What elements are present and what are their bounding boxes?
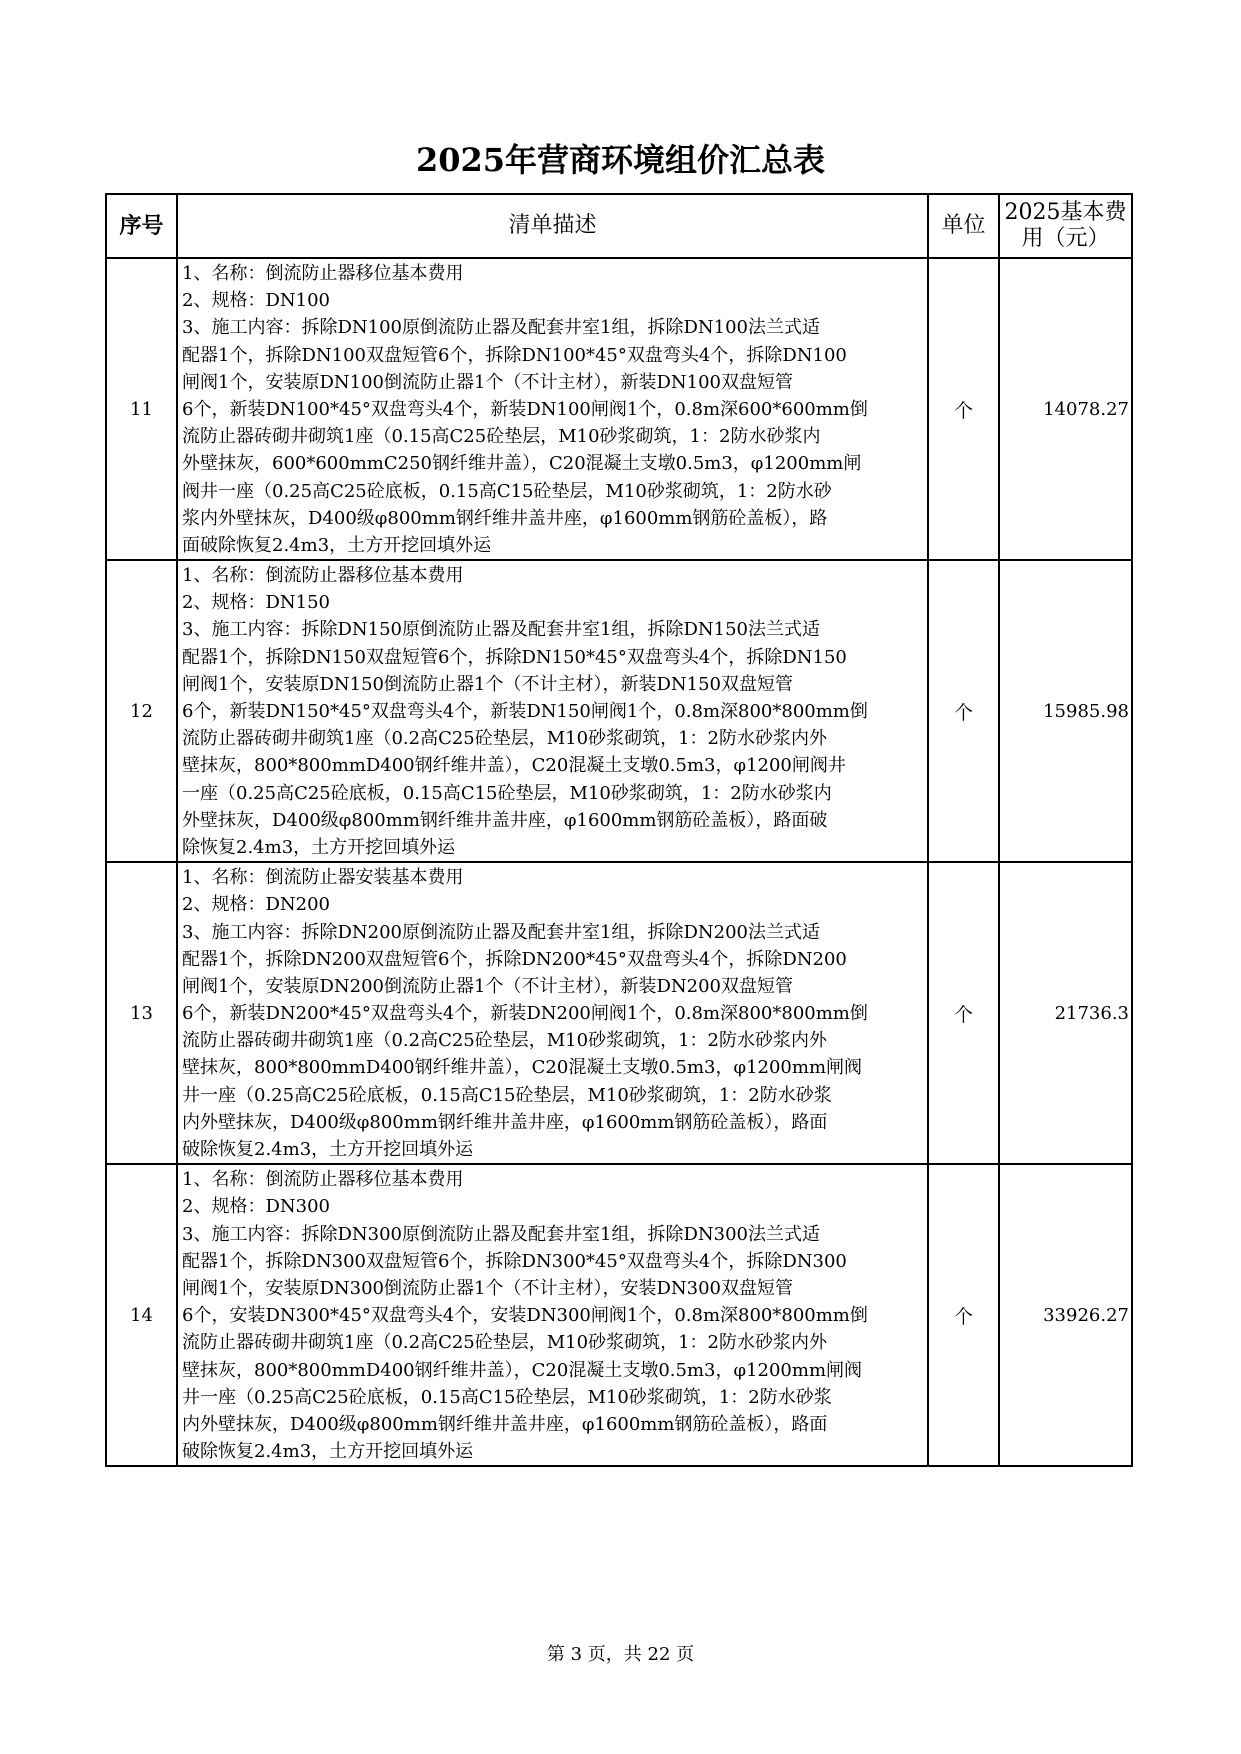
row-unit: 个 xyxy=(928,1164,999,1466)
description-line: 流防止器砖砌井砌筑1座（0.2高C25砼垫层，M10砂浆砌筑，1：2防水砂浆内外 xyxy=(182,728,827,750)
description-line: 一座（0.25高C25砼底板，0.15高C15砼垫层，M10砂浆砌筑，1：2防水砂浆内 xyxy=(182,782,832,804)
description-line: 1、名称：倒流防止器移位基本费用 xyxy=(182,565,464,587)
description-line: 6个，安装DN300*45°双盘弯头4个，安装DN300闸阀1个，0.8m深800*800mm倒 xyxy=(182,1305,868,1327)
row-index: 13 xyxy=(106,862,177,1164)
description-line: 流防止器砖砌井砌筑1座（0.15高C25砼垫层，M10砂浆砌筑，1：2防水砂浆内 xyxy=(182,426,821,448)
description-line: 1、名称：倒流防止器移位基本费用 xyxy=(182,263,464,284)
description-line: 1、名称：倒流防止器移位基本费用 xyxy=(182,1169,464,1191)
description-line: 6个，新装DN150*45°双盘弯头4个，新装DN150闸阀1个，0.8m深800*800mm倒 xyxy=(182,701,868,722)
description-line: 壁抹灰，800*800mmD400钢纤维井盖），C20混凝土支墩0.5m3，φ1200闸阀井 xyxy=(182,755,846,777)
row-index: 11 xyxy=(106,258,177,560)
row-unit: 个 xyxy=(928,258,999,560)
table-row xyxy=(106,1164,1132,1466)
row-description xyxy=(177,1164,928,1466)
description-line: 浆内外壁抹灰，D400级φ800mm钢纤维井盖井座，φ1600mm钢筋砼盖板），路 xyxy=(182,507,828,529)
description-line: 面破除恢复2.4m3，土方开挖回填外运 xyxy=(182,534,492,556)
description-line: 流防止器砖砌井砌筑1座（0.2高C25砼垫层，M10砂浆砌筑，1：2防水砂浆内外 xyxy=(182,1332,827,1354)
description-line: 6个，新装DN100*45°双盘弯头4个，新装DN100闸阀1个，0.8m深600*600mm倒 xyxy=(182,398,868,420)
page-footer: 第 3 页，共 22 页 xyxy=(546,1644,695,1665)
description-line: 配器1个，拆除DN100双盘短管6个，拆除DN100*45°双盘弯头4个，拆除DN100 xyxy=(182,344,847,366)
row-description xyxy=(177,258,928,560)
description-line: 3、施工内容：拆除DN150原倒流防止器及配套井室1组，拆除DN150法兰式适 xyxy=(182,619,820,641)
header-index: 序号 xyxy=(106,194,177,258)
row-index: 12 xyxy=(106,560,177,862)
description-line: 内外壁抹灰，D400级φ800mm钢纤维井盖井座，φ1600mm钢筋砼盖板），路面 xyxy=(182,1413,828,1435)
header-cost xyxy=(999,194,1132,258)
row-cost: 14078.27 xyxy=(999,258,1132,560)
row-unit: 个 xyxy=(928,560,999,862)
description-line: 阀井一座（0.25高C25砼底板，0.15高C15砼垫层，M10砂浆砌筑，1：2防水砂 xyxy=(182,480,832,502)
description-line: 2、规格：DN200 xyxy=(182,894,330,916)
row-cost: 33926.27 xyxy=(999,1164,1132,1466)
table-row xyxy=(106,560,1132,862)
description-line: 闸阀1个，安装原DN100倒流防止器1个（不计主材），新装DN100双盘短管 xyxy=(182,371,793,393)
description-line: 外壁抹灰，D400级φ800mm钢纤维井盖井座，φ1600mm钢筋砼盖板），路面破 xyxy=(182,809,828,831)
row-unit: 个 xyxy=(928,862,999,1164)
table-row xyxy=(106,258,1132,560)
description-line: 井一座（0.25高C25砼底板，0.15高C15砼垫层，M10砂浆砌筑，1：2防水砂浆 xyxy=(182,1386,832,1408)
description-line: 破除恢复2.4m3，土方开挖回填外运 xyxy=(182,1441,474,1463)
description-line: 1、名称：倒流防止器安装基本费用 xyxy=(182,867,464,889)
description-line: 2、规格：DN300 xyxy=(182,1196,330,1218)
description-line: 闸阀1个，安装原DN200倒流防止器1个（不计主材），新装DN200双盘短管 xyxy=(182,975,793,997)
description-line: 闸阀1个，安装原DN150倒流防止器1个（不计主材），新装DN150双盘短管 xyxy=(182,673,793,695)
header-unit: 单位 xyxy=(928,194,999,258)
description-line: 井一座（0.25高C25砼底板，0.15高C15砼垫层，M10砂浆砌筑，1：2防水砂浆 xyxy=(182,1084,832,1106)
row-cost: 15985.98 xyxy=(999,560,1132,862)
header-description: 清单描述 xyxy=(177,194,928,258)
description-line: 配器1个，拆除DN200双盘短管6个，拆除DN200*45°双盘弯头4个，拆除DN200 xyxy=(182,948,847,970)
description-line: 配器1个，拆除DN150双盘短管6个，拆除DN150*45°双盘弯头4个，拆除DN150 xyxy=(182,646,847,668)
description-line: 外壁抹灰，600*600mmC250钢纤维井盖），C20混凝土支墩0.5m3，φ1200mm闸 xyxy=(182,453,862,475)
description-line: 2、规格：DN150 xyxy=(182,592,330,614)
row-description xyxy=(177,560,928,862)
description-line: 内外壁抹灰，D400级φ800mm钢纤维井盖井座，φ1600mm钢筋砼盖板），路面 xyxy=(182,1111,828,1133)
description-line: 6个，新装DN200*45°双盘弯头4个，新装DN200闸阀1个，0.8m深800*800mm倒 xyxy=(182,1003,868,1025)
header-cost-line1: 2025基本费 xyxy=(1004,200,1127,225)
description-line: 配器1个，拆除DN300双盘短管6个，拆除DN300*45°双盘弯头4个，拆除DN300 xyxy=(182,1250,847,1272)
page-title: 2025年营商环境组价汇总表 xyxy=(415,141,826,179)
row-cost: 21736.3 xyxy=(999,862,1132,1164)
price-summary-table xyxy=(105,193,1133,1467)
header-cost-line2: 用（元） xyxy=(1021,226,1110,251)
row-index: 14 xyxy=(106,1164,177,1466)
description-line: 壁抹灰，800*800mmD400钢纤维井盖），C20混凝土支墩0.5m3，φ1200mm闸阀 xyxy=(182,1057,863,1079)
description-line: 3、施工内容：拆除DN200原倒流防止器及配套井室1组，拆除DN200法兰式适 xyxy=(182,921,820,943)
description-line: 除恢复2.4m3，土方开挖回填外运 xyxy=(182,836,456,858)
table-header-row xyxy=(106,194,1132,258)
description-line: 破除恢复2.4m3，土方开挖回填外运 xyxy=(182,1139,474,1160)
description-line: 3、施工内容：拆除DN100原倒流防止器及配套井室1组，拆除DN100法兰式适 xyxy=(182,317,820,339)
description-line: 壁抹灰，800*800mmD400钢纤维井盖），C20混凝土支墩0.5m3，φ1200mm闸阀 xyxy=(182,1359,863,1381)
description-line: 2、规格：DN100 xyxy=(182,290,330,312)
description-line: 3、施工内容：拆除DN300原倒流防止器及配套井室1组，拆除DN300法兰式适 xyxy=(182,1223,820,1245)
description-line: 闸阀1个，安装原DN300倒流防止器1个（不计主材），安装DN300双盘短管 xyxy=(182,1277,793,1299)
row-description xyxy=(177,862,928,1164)
table-row xyxy=(106,862,1132,1164)
description-line: 流防止器砖砌井砌筑1座（0.2高C25砼垫层，M10砂浆砌筑，1：2防水砂浆内外 xyxy=(182,1030,827,1052)
